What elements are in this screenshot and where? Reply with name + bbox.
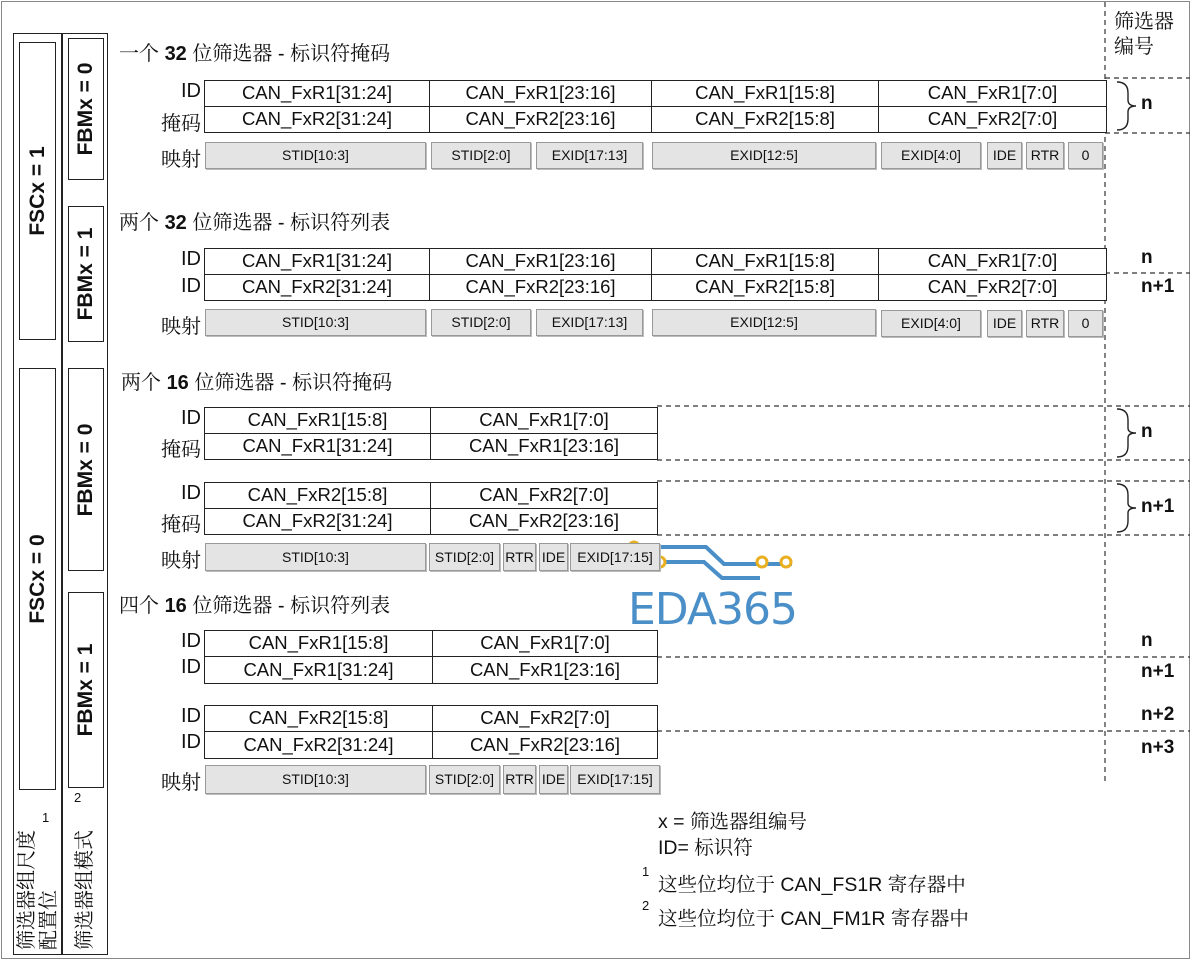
map-cell: STID[10:3]: [205, 142, 426, 169]
reg-cell: CAN_FxR2[7:0]: [430, 482, 658, 509]
fbm-label-1: FBMx = 0: [74, 62, 97, 156]
reg-cell: CAN_FxR2[23:16]: [430, 508, 658, 535]
row-label-id: ID: [181, 705, 201, 727]
map-cell: EXID[4:0]: [881, 310, 981, 337]
note2-sup: 2: [642, 898, 650, 913]
reg-cell: CAN_FxR1[15:8]: [651, 248, 879, 275]
row-label-id: ID: [181, 407, 201, 429]
reg-cell: CAN_FxR2[31:24]: [204, 106, 430, 133]
scale-config-sup: 1: [42, 810, 50, 825]
reg-cell: CAN_FxR1[23:16]: [430, 433, 658, 460]
note1-text: 这些位均位于 CAN_FS1R 寄存器中: [658, 874, 966, 896]
fbm-label-2: FBMx = 1: [74, 227, 97, 321]
note2-text: 这些位均位于 CAN_FM1R 寄存器中: [658, 908, 969, 930]
fsc0-label: FSCx = 0: [25, 534, 49, 624]
section-title-2: 两个 32 位筛选器 - 标识符列表: [119, 212, 391, 234]
row-label-map: 映射: [161, 550, 201, 572]
filter-number-label: n: [1141, 93, 1153, 114]
map-cell: STID[2:0]: [429, 543, 500, 571]
note1-sup: 1: [642, 864, 650, 879]
reg-cell: CAN_FxR1[31:24]: [204, 656, 433, 684]
reg-cell: CAN_FxR1[7:0]: [430, 407, 658, 434]
row-label-id: ID: [181, 80, 201, 102]
reg-cell: CAN_FxR1[23:16]: [429, 248, 652, 275]
row-label-mask: 掩码: [161, 113, 201, 135]
reg-cell: CAN_FxR2[23:16]: [432, 731, 658, 759]
map-cell: EXID[17:13]: [536, 142, 643, 169]
filter-number-header-1: 筛选器: [1114, 11, 1174, 33]
reg-cell: CAN_FxR1[23:16]: [432, 656, 658, 684]
scale-config-label-1: 筛选器组尺度: [16, 830, 38, 950]
row-label-map: 映射: [161, 316, 201, 338]
map-cell: IDE: [539, 543, 568, 571]
filter-number-label: n: [1141, 630, 1153, 651]
fbm-label-3: FBMx = 0: [74, 423, 97, 516]
map-cell: STID[2:0]: [431, 309, 531, 336]
fbm-label-4: FBMx = 1: [74, 643, 97, 737]
row-label-id: ID: [181, 656, 201, 678]
mode-sup: 2: [74, 790, 82, 805]
reg-cell: CAN_FxR2[7:0]: [878, 274, 1107, 301]
map-cell: 0: [1068, 142, 1103, 169]
watermark-text: EDA365: [628, 584, 797, 635]
row-label-id: ID: [181, 630, 201, 652]
reg-cell: CAN_FxR2[31:24]: [204, 274, 430, 301]
reg-cell: CAN_FxR1[15:8]: [204, 407, 431, 434]
row-label-id: ID: [181, 731, 201, 753]
map-cell: RTR: [503, 543, 536, 571]
row-label-map: 映射: [161, 149, 201, 171]
reg-cell: CAN_FxR2[31:24]: [204, 731, 433, 759]
row-label-mask: 掩码: [161, 439, 201, 461]
filter-number-label: n+1: [1141, 496, 1175, 517]
reg-cell: CAN_FxR2[15:8]: [204, 705, 433, 732]
map-cell: STID[10:3]: [205, 765, 426, 794]
reg-cell: CAN_FxR2[15:8]: [651, 274, 879, 301]
reg-cell: CAN_FxR1[7:0]: [878, 80, 1107, 107]
legend-id-definition: ID= 标识符: [658, 837, 753, 859]
map-cell: IDE: [987, 310, 1022, 337]
row-label-id: ID: [181, 275, 201, 297]
reg-cell: CAN_FxR1[31:24]: [204, 433, 431, 460]
filter-number-label: n+1: [1141, 276, 1175, 297]
legend-x-definition: x = 筛选器组编号: [658, 811, 807, 833]
map-cell: EXID[12:5]: [652, 309, 876, 336]
fsc1-label: FSCx = 1: [25, 146, 49, 236]
map-cell: RTR: [503, 765, 536, 794]
reg-cell: CAN_FxR2[7:0]: [878, 106, 1107, 133]
mode-label: 筛选器组模式: [74, 830, 96, 950]
reg-cell: CAN_FxR2[15:8]: [651, 106, 879, 133]
reg-cell: CAN_FxR2[31:24]: [204, 508, 431, 535]
filter-number-label: n: [1141, 247, 1153, 268]
map-cell: STID[2:0]: [429, 765, 500, 794]
reg-cell: CAN_FxR2[15:8]: [204, 482, 431, 509]
map-cell: EXID[4:0]: [881, 142, 981, 169]
map-cell: 0: [1068, 310, 1103, 337]
filter-number-label: n: [1141, 421, 1153, 442]
map-cell: STID[10:3]: [205, 309, 426, 336]
map-cell: RTR: [1026, 310, 1064, 337]
map-cell: STID[2:0]: [431, 142, 531, 169]
map-cell: RTR: [1026, 142, 1064, 169]
map-cell: IDE: [539, 765, 568, 794]
filter-number-header-2: 编号: [1114, 36, 1154, 58]
reg-cell: CAN_FxR2[23:16]: [429, 106, 652, 133]
row-label-id: ID: [181, 482, 201, 504]
reg-cell: CAN_FxR1[23:16]: [429, 80, 652, 107]
row-label-id: ID: [181, 248, 201, 270]
section-title-4: 四个 16 位筛选器 - 标识符列表: [119, 595, 391, 617]
reg-cell: CAN_FxR1[7:0]: [878, 248, 1107, 275]
reg-cell: CAN_FxR1[31:24]: [204, 248, 430, 275]
row-label-map: 映射: [161, 772, 201, 794]
reg-cell: CAN_FxR1[15:8]: [204, 630, 433, 657]
reg-cell: CAN_FxR1[15:8]: [651, 80, 879, 107]
reg-cell: CAN_FxR1[7:0]: [432, 630, 658, 657]
reg-cell: CAN_FxR2[7:0]: [432, 705, 658, 732]
filter-number-label: n+1: [1141, 661, 1175, 682]
section-title-1: 一个 32 位筛选器 - 标识符掩码: [119, 43, 391, 65]
map-cell: EXID[17:15]: [570, 765, 660, 794]
map-cell: EXID[12:5]: [652, 142, 876, 169]
map-cell: IDE: [987, 142, 1022, 169]
filter-number-label: n+2: [1141, 704, 1175, 725]
scale-config-label-2: 配置位: [38, 890, 60, 950]
section-title-3: 两个 16 位筛选器 - 标识符掩码: [121, 372, 393, 394]
filter-number-label: n+3: [1141, 737, 1175, 758]
map-cell: EXID[17:13]: [536, 309, 643, 336]
map-cell: EXID[17:15]: [570, 543, 660, 571]
map-cell: STID[10:3]: [205, 543, 426, 571]
row-label-mask: 掩码: [161, 514, 201, 536]
reg-cell: CAN_FxR1[31:24]: [204, 80, 430, 107]
reg-cell: CAN_FxR2[23:16]: [429, 274, 652, 301]
